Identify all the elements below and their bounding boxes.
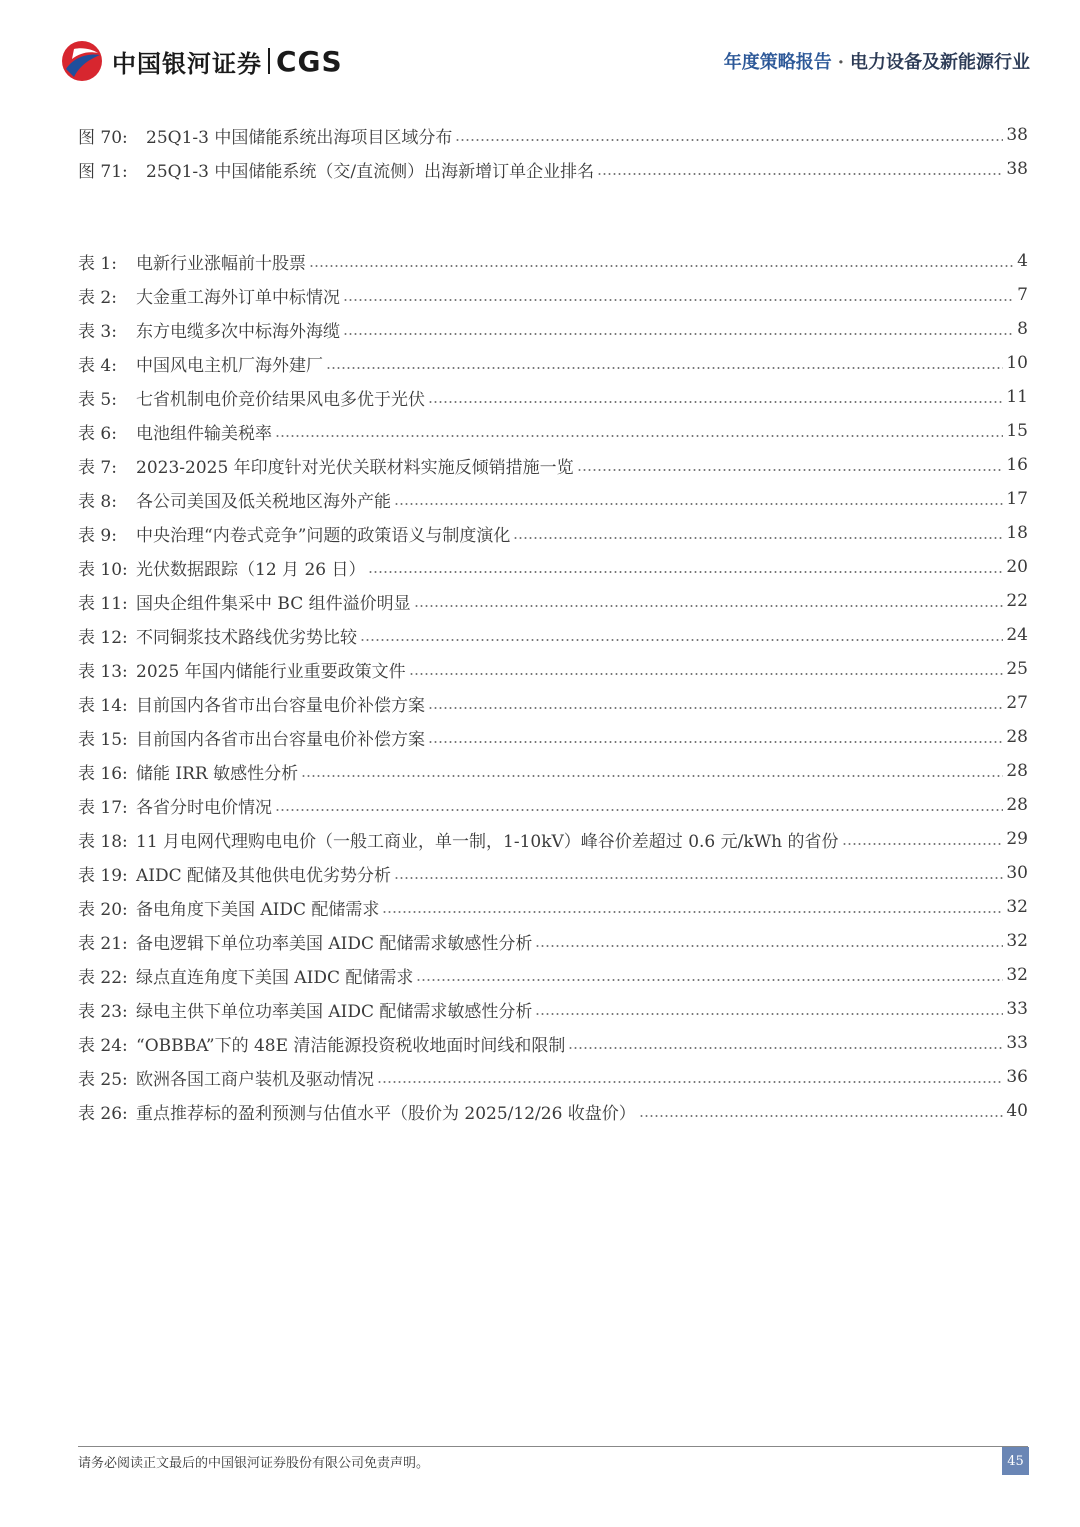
toc-entry-label: 表 20: [78, 899, 128, 920]
toc-entry-label: 表 23: [78, 1001, 128, 1022]
toc-entry-title: 25Q1-3 中国储能系统（交/直流侧）出海新增订单企业排名 [146, 161, 595, 182]
toc-entry-label: 表 1: [78, 253, 117, 274]
toc-entry[interactable] [78, 414, 1028, 448]
toc-leader-dots [360, 639, 1003, 641]
toc-entry-title: 欧洲各国工商户装机及驱动情况 [136, 1069, 374, 1090]
toc-leader-dots [394, 503, 1003, 505]
toc-leader-dots [597, 173, 1003, 175]
toc-leader-dots [639, 1115, 1004, 1117]
toc-entry-title: 电新行业涨幅前十股票 [136, 253, 306, 274]
toc-entry[interactable] [78, 992, 1028, 1026]
toc-entry[interactable] [78, 516, 1028, 550]
toc-entry-title: 目前国内各省市出台容量电价补偿方案 [136, 695, 425, 716]
toc-entry[interactable] [78, 550, 1028, 584]
company-logo [60, 38, 343, 84]
footer-divider [78, 1446, 1028, 1447]
toc-entry[interactable] [78, 958, 1028, 992]
toc-entry-page: 25 [1006, 659, 1028, 679]
toc-leader-dots [428, 401, 1003, 403]
toc-leader-dots [535, 1013, 1003, 1015]
toc-entry-label: 表 11: [78, 593, 128, 614]
toc-entry-title: 2023-2025 年印度针对光伏关联材料实施反倾销措施一览 [136, 457, 574, 478]
toc-entry-title: 目前国内各省市出台容量电价补偿方案 [136, 729, 425, 750]
toc-leader-dots [842, 843, 1004, 845]
toc-entry-title: 光伏数据跟踪（12 月 26 日） [136, 559, 366, 580]
toc-entry[interactable] [78, 584, 1028, 618]
toc-entry-title: 25Q1-3 中国储能系统出海项目区域分布 [146, 127, 453, 148]
toc-entry-title: 各省分时电价情况 [136, 797, 272, 818]
toc-entry[interactable] [78, 618, 1028, 652]
header-separator: · [837, 52, 844, 73]
toc-entry[interactable] [78, 652, 1028, 686]
toc-entry-title: 中央治理“内卷式竞争”问题的政策语义与制度演化 [136, 525, 511, 546]
toc-entry[interactable] [78, 890, 1028, 924]
toc-leader-dots [409, 673, 1004, 675]
toc-entry-page: 7 [1017, 285, 1028, 305]
report-header-title [724, 48, 1030, 74]
toc-entry[interactable] [78, 720, 1028, 754]
toc-entry-label: 表 4: [78, 355, 117, 376]
logo-divider [268, 48, 270, 74]
toc-entry-page: 38 [1006, 159, 1028, 179]
toc-entry-label: 表 19: [78, 865, 128, 886]
toc-entry-label: 表 18: [78, 831, 128, 852]
toc-entry-page: 32 [1006, 931, 1028, 951]
toc-entry-page: 29 [1006, 829, 1028, 849]
toc-entry-title: 大金重工海外订单中标情况 [136, 287, 340, 308]
toc-leader-dots [568, 1047, 1003, 1049]
toc-entry-page: 18 [1006, 523, 1028, 543]
toc-entry-title: 绿电主供下单位功率美国 AIDC 配储需求敏感性分析 [136, 1001, 533, 1022]
toc-entry[interactable] [78, 482, 1028, 516]
toc-entry-page: 4 [1017, 251, 1028, 271]
toc-entry[interactable] [78, 244, 1028, 278]
toc-entry-page: 28 [1006, 727, 1028, 747]
toc-entry-page: 40 [1006, 1101, 1028, 1121]
toc-entry-page: 10 [1006, 353, 1028, 373]
toc-entry-page: 33 [1006, 1033, 1028, 1053]
toc-leader-dots [428, 707, 1003, 709]
toc-entry-label: 表 21: [78, 933, 128, 954]
toc-entry-title: “OBBBA”下的 48E 清洁能源投资税收地面时间线和限制 [136, 1035, 566, 1056]
toc-leader-dots [535, 945, 1003, 947]
toc-leader-dots [326, 367, 1003, 369]
toc-entry-label: 表 26: [78, 1103, 128, 1124]
toc-leader-dots [343, 333, 1014, 335]
toc-leader-dots [455, 139, 1003, 141]
toc-entry-page: 33 [1006, 999, 1028, 1019]
toc-leader-dots [414, 605, 1004, 607]
toc-leader-dots [301, 775, 1003, 777]
logo-chinese-name: 中国银河证券 [112, 49, 262, 78]
toc-entry-label: 表 25: [78, 1069, 128, 1090]
toc-entry-title: 不同铜浆技术路线优劣势比较 [136, 627, 357, 648]
toc-entry[interactable] [78, 822, 1028, 856]
page-header [60, 38, 1030, 84]
table-list [78, 244, 1028, 1128]
toc-entry-page: 22 [1006, 591, 1028, 611]
toc-entry-title: AIDC 配储及其他供电优劣势分析 [136, 865, 392, 886]
toc-entry-title: 重点推荐标的盈利预测与估值水平（股价为 2025/12/26 收盘价） [136, 1103, 636, 1124]
toc-entry-page: 27 [1006, 693, 1028, 713]
toc-entry[interactable] [78, 118, 1028, 152]
toc-entry-title: 11 月电网代理购电电价（一般工商业，单一制，1-10kV）峰谷价差超过 0.6 元/kWh 的省份 [136, 831, 839, 852]
toc-entry-page: 16 [1006, 455, 1028, 475]
toc-leader-dots [275, 435, 1003, 437]
toc-entry-title: 备电角度下美国 AIDC 配储需求 [136, 899, 380, 920]
toc-entry[interactable] [78, 788, 1028, 822]
toc-entry-page: 15 [1006, 421, 1028, 441]
toc-leader-dots [343, 299, 1014, 301]
toc-entry-page: 30 [1006, 863, 1028, 883]
toc-entry-page: 11 [1006, 387, 1028, 407]
toc-leader-dots [368, 571, 1003, 573]
figure-list [78, 118, 1028, 186]
toc-entry-label: 表 24: [78, 1035, 128, 1056]
toc-entry-label: 表 12: [78, 627, 128, 648]
toc-entry-page: 8 [1017, 319, 1028, 339]
toc-entry[interactable] [78, 278, 1028, 312]
toc-entry[interactable] [78, 856, 1028, 890]
report-type: 年度策略报告 [723, 52, 832, 73]
toc-entry-label: 表 9: [78, 525, 117, 546]
toc-entry-label: 表 16: [78, 763, 128, 784]
toc-entry-label: 图 71: [78, 161, 128, 182]
footer-disclaimer: 请务必阅读正文最后的中国银河证券股份有限公司免责声明。 [78, 1456, 430, 1471]
toc-entry[interactable] [78, 924, 1028, 958]
toc-entry-label: 表 5: [78, 389, 117, 410]
toc-entry-page: 36 [1006, 1067, 1028, 1087]
toc-entry[interactable] [78, 152, 1028, 186]
toc-entry[interactable] [78, 346, 1028, 380]
toc-leader-dots [428, 741, 1003, 743]
toc-entry-title: 备电逻辑下单位功率美国 AIDC 配储需求敏感性分析 [136, 933, 533, 954]
toc-entry[interactable] [78, 380, 1028, 414]
toc-entry-label: 表 7: [78, 457, 117, 478]
toc-entry[interactable] [78, 312, 1028, 346]
toc-entry[interactable] [78, 1060, 1028, 1094]
toc-leader-dots [513, 537, 1003, 539]
toc-entry-title: 七省机制电价竞价结果风电多优于光伏 [136, 389, 425, 410]
toc-leader-dots [394, 877, 1003, 879]
toc-leader-dots [577, 469, 1004, 471]
toc-entry[interactable] [78, 686, 1028, 720]
toc-entry-label: 表 2: [78, 287, 117, 308]
toc-entry-label: 表 10: [78, 559, 128, 580]
toc-entry-title: 东方电缆多次中标海外海缆 [136, 321, 340, 342]
toc-entry-page: 32 [1006, 897, 1028, 917]
toc-entry[interactable] [78, 1026, 1028, 1060]
toc-entry-title: 中国风电主机厂海外建厂 [136, 355, 323, 376]
toc-entry-title: 2025 年国内储能行业重要政策文件 [136, 661, 406, 682]
industry-name: 电力设备及新能源行业 [850, 52, 1030, 73]
cgs-logo-icon [60, 39, 104, 83]
logo-english-name: CGS [276, 44, 343, 78]
toc-entry-title: 国央企组件集采中 BC 组件溢价明显 [136, 593, 411, 614]
toc-leader-dots [416, 979, 1003, 981]
toc-entry-label: 表 22: [78, 967, 128, 988]
page-number-badge: 45 [1002, 1447, 1029, 1475]
toc-entry-page: 17 [1006, 489, 1028, 509]
toc-entry-page: 28 [1006, 795, 1028, 815]
toc-entry-page: 28 [1006, 761, 1028, 781]
toc-entry-page: 32 [1006, 965, 1028, 985]
toc-leader-dots [382, 911, 1003, 913]
toc-entry-title: 绿点直连角度下美国 AIDC 配储需求 [136, 967, 414, 988]
toc-entry-label: 表 8: [78, 491, 117, 512]
toc-entry-label: 表 13: [78, 661, 128, 682]
toc-entry-label: 表 6: [78, 423, 117, 444]
toc-leader-dots [309, 265, 1014, 267]
toc-entry-label: 表 3: [78, 321, 117, 342]
toc-entry[interactable] [78, 1094, 1028, 1128]
toc-entry-label: 表 14: [78, 695, 128, 716]
toc-entry[interactable] [78, 754, 1028, 788]
toc-entry-page: 24 [1006, 625, 1028, 645]
toc-entry-page: 20 [1006, 557, 1028, 577]
toc-entry-label: 表 15: [78, 729, 128, 750]
toc-leader-dots [377, 1081, 1003, 1083]
toc-entry-title: 各公司美国及低关税地区海外产能 [136, 491, 391, 512]
toc-entry-page: 38 [1006, 125, 1028, 145]
toc-entry-title: 储能 IRR 敏感性分析 [136, 763, 299, 784]
toc-entry-title: 电池组件输美税率 [136, 423, 272, 444]
toc-entry[interactable] [78, 448, 1028, 482]
toc-leader-dots [275, 809, 1003, 811]
toc-entry-label: 图 70: [78, 127, 128, 148]
toc-entry-label: 表 17: [78, 797, 128, 818]
